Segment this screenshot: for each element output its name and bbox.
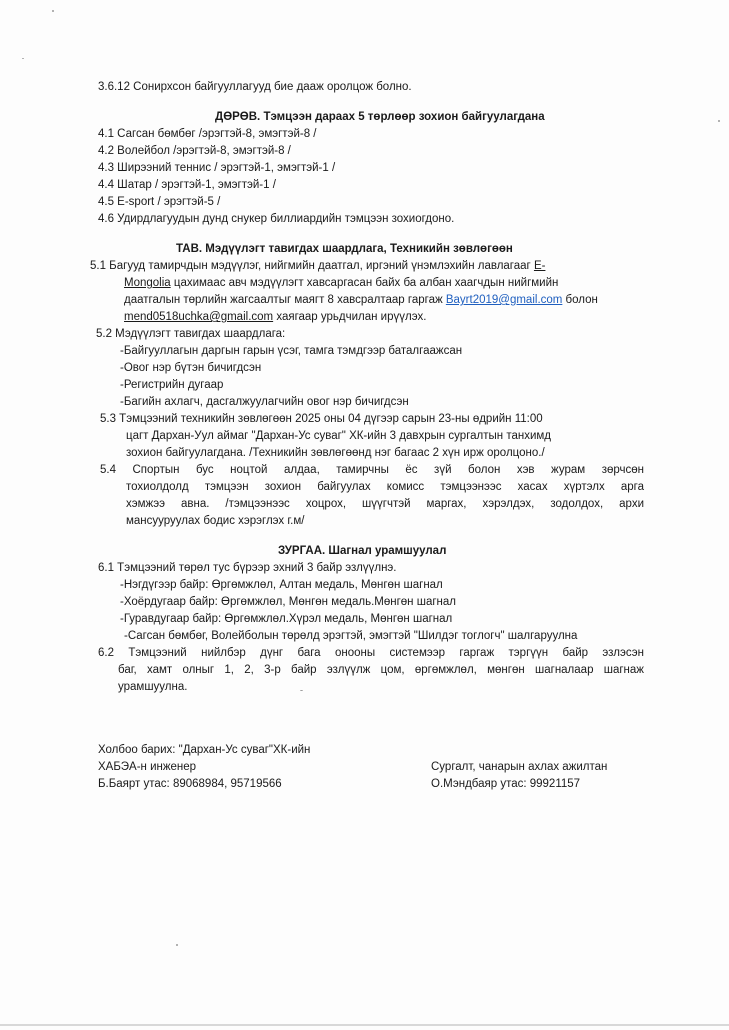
scan-speck	[718, 120, 720, 122]
section-6-heading: ЗУРГАА. Шагнал урамшуулал	[278, 545, 447, 557]
scan-speck	[52, 10, 54, 12]
e-mongolia-link[interactable]: E-	[533, 260, 546, 272]
contact-left-line-1: Холбоо барих: "Дархан-Ус суваг"ХК-ийн	[98, 744, 311, 756]
clause-5-1-line-3	[124, 293, 598, 307]
requirement-full-name: -Овог нэр бүтэн бичигдсэн	[120, 362, 262, 374]
section-4-heading: ДӨРӨВ. Тэмцээн дараах 5 төрлөөр зохион байгуулагдана	[215, 111, 545, 123]
email-link-mend[interactable]: mend0518uchka@gmail.com	[124, 311, 274, 323]
clause-5-1-text: болон	[562, 294, 598, 306]
clause-5-4-line-2: тохиолдолд тэмцээн зохион байгуулах комисс тэмцээнээс хасах хүртэлх арга	[126, 481, 644, 493]
scan-speck	[300, 690, 303, 691]
clause-6-2-line-3: урамшуулна.	[118, 681, 188, 693]
clause-5-4-line-1: 5.4 Спортын бус ноцтой алдаа, тамирчны ёс зүй болон хэв журам зөрчсөн	[100, 464, 644, 476]
clause-5-3-line-2: цагт Дархан-Уул аймаг "Дархан-Ус суваг" ХК-ийн 3 давхрын сургалтын танхимд	[126, 430, 551, 442]
clause-5-2: 5.2 Мэдүүлэгт тавигдах шаардлага:	[96, 328, 286, 340]
contact-left-line-2: ХАБЭА-н инженер	[98, 761, 197, 773]
contact-left-line-3: Б.Баярт утас: 89068984, 95719566	[98, 778, 282, 790]
requirement-register: -Регистрийн дугаар	[120, 379, 224, 391]
item-4-2: 4.2 Волейбол /эрэгтэй-8, эмэгтэй-8 /	[98, 145, 291, 157]
email-link-bayrt[interactable]: Bayrt2019@gmail.com	[445, 294, 563, 306]
clause-5-4-line-3: хэмжээ авна. /тэмцээнээс хоцрох, шүүгчтэй маргах, хэрэлдэх, зодолдох, архи	[126, 498, 644, 510]
clause-6-2-line-2: баг, хамт олныг 1, 2, 3-р байр эзлүүлж цом, өргөмжлөл, мөнгөн шагналаар шагнаж	[118, 664, 644, 676]
clause-3-6-12: 3.6.12 Сонирхсон байгууллагууд бие дааж оролцож болно.	[98, 81, 412, 93]
clause-5-1-line-1	[90, 259, 545, 273]
requirement-coach: -Багийн ахлагч, дасгалжуулагчийн овог нэр бичигдсэн	[120, 396, 409, 408]
prize-best-player: -Сагсан бөмбөг, Волейболын төрөлд эрэгтэй, эмэгтэй "Шилдэг тоглогч" шалгаруулна	[124, 630, 578, 642]
item-4-4: 4.4 Шатар / эрэгтэй-1, эмэгтэй-1 /	[98, 179, 276, 191]
clause-5-1-text: хаягаар урьдчилан ирүүлэх.	[273, 311, 427, 323]
contact-right-line-1: Сургалт, чанарын ахлах ажилтан	[431, 761, 608, 773]
clause-5-4-line-4: мансууруулах бодис хэрэглэх г.м/	[126, 515, 305, 527]
clause-5-1-line-2	[124, 276, 558, 290]
item-4-3: 4.3 Ширээний теннис / эрэгтэй-1, эмэгтэй-1 /	[98, 162, 336, 174]
section-5-heading: ТАВ. Мэдүүлэгт тавигдах шаардлага, Техникийн зөвлөгөөн	[176, 243, 513, 255]
clause-5-3-line-3: зохион байгуулагдана. /Техникийн зөвлөгөөнд нэг багаас 2 хүн ирж оролцоно./	[126, 447, 545, 459]
clause-6-2-line-1: 6.2 Тэмцээний нийлбэр дүнг бага онооны системээр гаргаж тэргүүн байр эзлэсэн	[98, 647, 644, 659]
item-4-6: 4.6 Удирдлагуудын дунд снукер биллиардийн тэмцээн зохиогдоно.	[98, 213, 455, 225]
prize-second-place: -Хоёрдугаар байр: Өргөмжлөл, Мөнгөн медаль.Мөнгөн шагнал	[120, 596, 456, 608]
item-4-5: 4.5 E-sport / эрэгтэй-5 /	[98, 196, 221, 208]
e-mongolia-link-cont[interactable]: Mongolia	[124, 277, 171, 289]
requirement-signature: -Байгууллагын даргын гарын үсэг, тамга тэмдгээр баталгаажсан	[120, 345, 463, 357]
clause-5-1-text: даатгалын төрлийн жагсаалтыг маягт 8 хавсралтаар гаргаж	[124, 294, 446, 306]
scan-speck	[22, 58, 24, 59]
item-4-1: 4.1 Сагсан бөмбөг /эрэгтэй-8, эмэгтэй-8 /	[98, 128, 317, 140]
clause-5-1-text: 5.1 Багууд тамирчдын мэдүүлэг, нийгмийн даатгал, иргэний үнэмлэхийн лавлагааг	[90, 260, 534, 272]
prize-first-place: -Нэгдүгээр байр: Өргөмжлөл, Алтан медаль, Мөнгөн шагнал	[120, 579, 443, 591]
scan-speck	[176, 944, 178, 946]
clause-5-1-text: цахимаас авч мэдүүлэгт хавсаргасан байх ба албан хаагчдын нийгмийн	[170, 277, 559, 289]
clause-6-1: 6.1 Тэмцээний төрөл тус бүрээр эхний 3 байр эзлүүлнэ.	[98, 562, 397, 574]
contact-right-line-2: О.Мэндбаяр утас: 99921157	[431, 778, 581, 790]
clause-5-1-line-4	[124, 310, 426, 324]
prize-third-place: -Гуравдугаар байр: Өргөмжлөл.Хүрэл медаль, Мөнгөн шагнал	[120, 613, 453, 625]
scan-bottom-edge	[0, 1024, 729, 1026]
clause-5-3-line-1: 5.3 Тэмцээний техникийн зөвлөгөөн 2025 оны 04 дүгээр сарын 23-ны өдрийн 11:00	[100, 413, 543, 425]
